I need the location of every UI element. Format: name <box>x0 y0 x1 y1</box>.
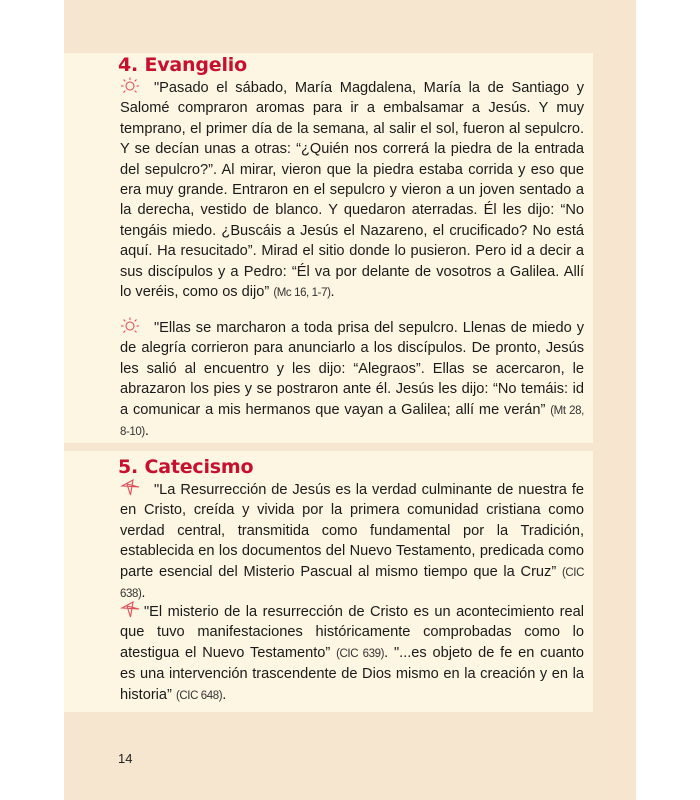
paragraph-end: . <box>222 686 227 703</box>
bible-reference: (Mc 16, 1-7) <box>273 287 331 300</box>
paragraph-text: "Ellas se marcharon a toda prisa del sepulcro. Llenas de miedo y de alegría corrieron para anunciarlo a los discípulos. De pronto, Jesús les salió al encuentro y les dijo: “Alegraos”. Ellas se acercaron, le abrazaron los pies y se postraron ante él. Jesús les dijo: “No temáis: id a comunicar a mis hermanos que vayan a Galilea; allí me verán” <box>120 320 584 418</box>
catechism-reference: (CIC 639) <box>336 647 385 660</box>
catechism-reference: (CIC 638) <box>120 566 584 601</box>
catechism-paragraph <box>120 479 584 604</box>
sun-icon <box>120 77 140 94</box>
gospel-paragraph <box>120 317 584 442</box>
catechism-paragraph <box>120 601 584 706</box>
bible-reference: (Mt 28, 8-10) <box>120 404 584 439</box>
section-title: 5. Catecismo <box>118 456 254 478</box>
catechism-reference: (CIC 648) <box>175 689 223 702</box>
section-evangelio <box>64 53 593 443</box>
paragraph-end: . <box>144 423 149 440</box>
paragraph-text-continued: . "...es objeto de fe en cuanto es una intervención trascendente de Dios mismo en la creación y en la historia” <box>120 644 585 703</box>
star-icon <box>120 601 140 618</box>
paragraph-text: "La Resurrección de Jesús es la verdad culminante de nuestra fe en Cristo, creída y vivida por la primera comunidad cristiana como verdad central, transmitida como fundamental por la Tradición, establecida en los documentos del Nuevo Testamento, predicada como parte esencial del Misterio Pascual al mismo tiempo que la Cruz” <box>120 482 584 580</box>
paragraph-end: . <box>141 585 146 602</box>
sun-icon <box>120 317 140 334</box>
gospel-paragraph <box>120 77 584 303</box>
paragraph-end: . <box>330 284 335 301</box>
star-icon <box>120 479 140 496</box>
paragraph-text: "El misterio de la resurrección de Cristo es un acontecimiento real que tuvo manifestaciones históricamente comprobadas como lo atestigua el Nuevo Testamento” <box>120 604 584 661</box>
paragraph-text: "Pasado el sábado, María Magdalena, María la de Santiago y Salomé compraron aromas para ir a embalsamar a Jesús. Y muy temprano, el primer día de la semana, al salir el sol, fueron al sepulcro. Y se decían unas a otras: “¿Quién nos correrá la piedra de la entrada del sepulcro?”. Al mirar, vieron que la piedra estaba corrida y eso que era muy grande. Entraron en el sepulcro y vieron a un joven sentado a la derecha, vestido de blanco. Y quedaron aterradas. Él les dijo: “No tengáis miedo. ¿Buscáis a Jesús el Nazareno, el crucificado? No está aquí. Ha resucitado”. Mirad el sitio donde lo pusieron. Pero id a decir a sus discípulos y a Pedro: “Él va por delante de vosotros a Galilea. Allí lo veréis, como os dijo” <box>120 80 584 301</box>
section-catecismo <box>64 451 593 712</box>
section-title: 4. Evangelio <box>118 54 247 76</box>
page-number: 14 <box>118 751 133 766</box>
